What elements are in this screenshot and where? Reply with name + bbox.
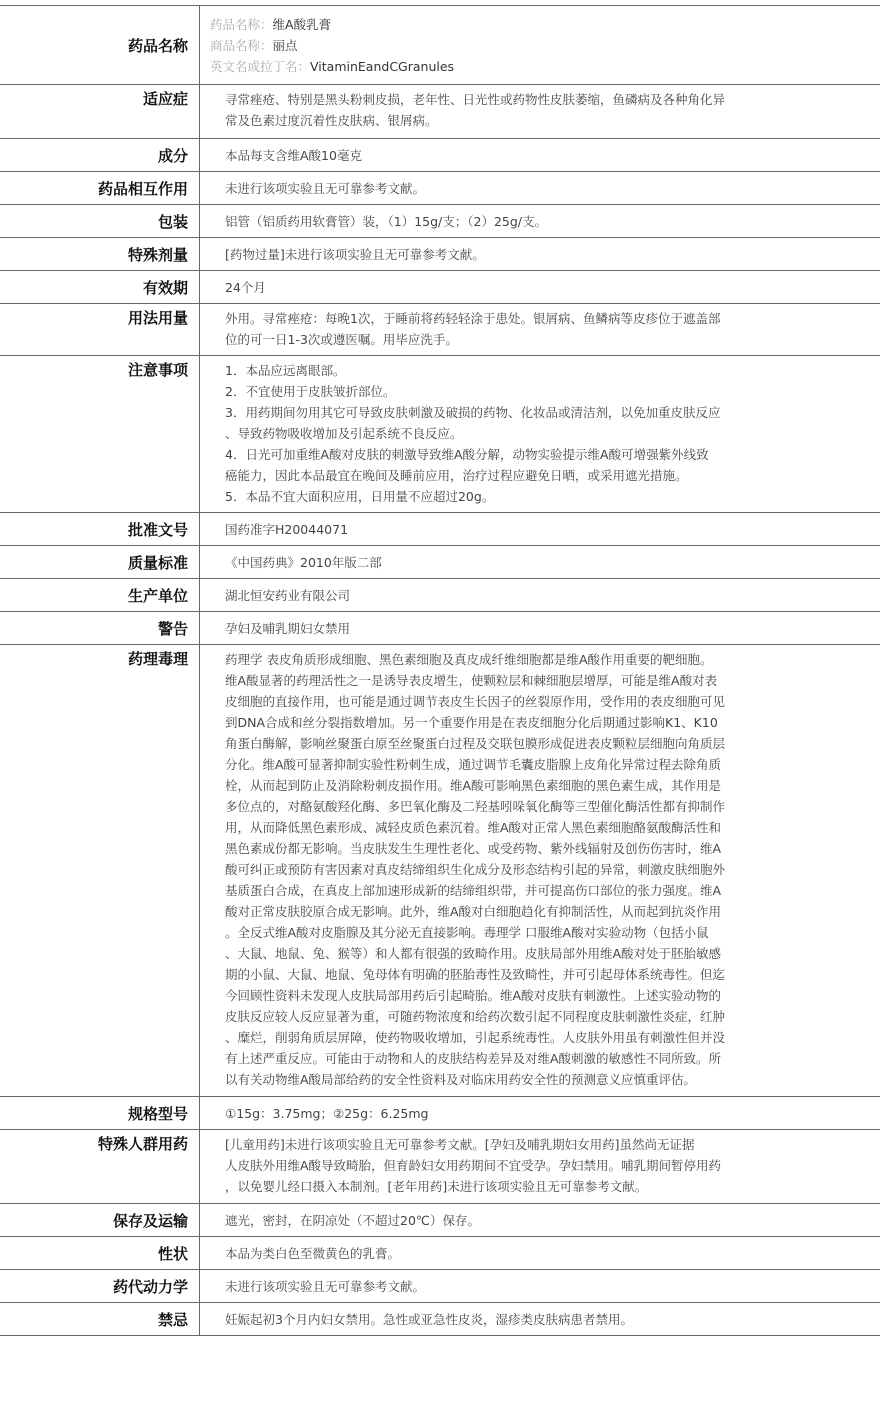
pharmacology-line: 皮细胞的直接作用，也可能是通过调节表皮生长因子的丝裂原作用，受作用的表皮细胞可见 [225, 694, 726, 709]
english-name-value: VitaminEandCGranules [310, 59, 455, 74]
ingredients-label: 成分 [0, 139, 200, 171]
row-interactions [0, 172, 880, 205]
pharmacology-line: 。全反式维A酸对皮脂腺及其分泌无直接影响。毒理学 口服维A酸对实验动物（包括小鼠 [225, 925, 709, 940]
pharmacology-line: 分化。维A酸可显著抑制实验性粉刺生成，通过调节毛囊皮脂腺上皮角化异常过程去除角质 [225, 757, 722, 772]
indications-line: 寻常痤疮、特别是黑头粉刺皮损，老年性、日光性或药物性皮肤萎缩，鱼磷病及各种角化异 [225, 92, 726, 107]
pharmacology-line: 酸可纠正或预防有害因素对真皮结缔组织生化成分及形态结构引起的异常，刺激皮肤细胞外 [225, 862, 726, 877]
interactions-label: 药品相互作用 [0, 172, 200, 204]
ingredients-value: 本品每支含维A酸10毫克 [225, 147, 362, 163]
pharmacology-line: 药理学 表皮角质形成细胞、黑色素细胞及真皮成纤维细胞都是维A酸作用重要的靶细胞。 [225, 652, 713, 667]
approval-label: 批准文号 [0, 513, 200, 545]
appearance-label: 性状 [0, 1237, 200, 1269]
row-validity [0, 271, 880, 304]
english-name-key: 英文名或拉丁名： [210, 59, 311, 74]
manufacturer-label: 生产单位 [0, 579, 200, 611]
indications-line: 常及色素过度沉着性皮肤病、银屑病。 [225, 113, 438, 128]
precautions-line: 4．日光可加重维A酸对皮肤的刺激导致维A酸分解，动物实验提示维A酸可增强紫外线致 [225, 447, 709, 462]
pharmacology-value [200, 645, 880, 1096]
brand-name-key: 商品名称： [210, 38, 273, 53]
usage-label: 用法用量 [0, 304, 200, 355]
special-dose-value: [药物过量]未进行该项实验且无可靠参考文献。 [225, 246, 485, 262]
pharmacology-line: 今回顾性资料未发现人皮肤局部用药后引起畸胎。维A酸对皮肤有刺激性。上述实验动物的 [225, 988, 722, 1003]
precautions-value [200, 356, 880, 512]
row-usage [0, 304, 880, 356]
pharmacology-line: 以有关动物维A酸局部给药的安全性资料及对临床用药安全性的预测意义应慎重评估。 [225, 1072, 697, 1087]
special-dose-label: 特殊剂量 [0, 238, 200, 270]
row-approval [0, 513, 880, 546]
approval-value: 国药准字H20044071 [225, 521, 349, 537]
pharmacology-line: 基质蛋白合成，在真皮上部加速形成新的结缔组织带，并可提高伤口部位的张力强度。维A [225, 883, 722, 898]
generic-name-value: 维A酸乳膏 [272, 17, 332, 32]
special-population-line: ，以免婴儿经口摄入本制剂。[老年用药]未进行该项实验且无可靠参考文献。 [225, 1179, 648, 1194]
pharmacology-line: 期的小鼠、大鼠、地鼠、兔母体有明确的胚胎毒性及致畸性，并可引起母体系统毒性。但迄 [225, 967, 726, 982]
special-population-value [200, 1130, 880, 1203]
row-indications [0, 85, 880, 139]
specification-label: 规格型号 [0, 1097, 200, 1129]
pharmacology-line: 角蛋白酶解，影响丝聚蛋白原至丝聚蛋白过程及交联包膜形成促进表皮颗粒层细胞向角质层 [225, 736, 726, 751]
special-population-label: 特殊人群用药 [0, 1130, 200, 1203]
pharmacology-line: 维A酸显著的药理活性之一是诱导表皮增生，使颗粒层和棘细胞层增厚，可能是维A酸对表 [225, 673, 718, 688]
row-special-population [0, 1130, 880, 1204]
storage-label: 保存及运输 [0, 1204, 200, 1236]
indications-label: 适应症 [0, 85, 200, 138]
warning-label: 警告 [0, 612, 200, 644]
pharmacology-line: 有上述严重反应。可能由于动物和人的皮肤结构差异及对维A酸刺激的敏感性不同所致。所 [225, 1051, 722, 1066]
manufacturer-value: 湖北恒安药业有限公司 [225, 587, 351, 603]
pharmacology-line: 用，从而降低黑色素形成、减轻皮质色素沉着。维A酸对正常人黑色素细胞酪氨酸酶活性和 [225, 820, 722, 835]
precautions-line: 3．用药期间勿用其它可导致皮肤刺激及破损的药物、化妆品或清洁剂，以免加重皮肤反应 [225, 405, 721, 420]
validity-value: 24个月 [225, 279, 266, 295]
precautions-line: 、导致药物吸收增加及引起系统不良反应。 [225, 426, 463, 441]
row-packaging [0, 205, 880, 238]
drug-name-label: 药品名称 [0, 6, 200, 84]
pharmacology-line: 栓，从而起到防止及消除粉刺皮损作用。维A酸可影响黑色素细胞的黑色素生成，其作用是 [225, 778, 722, 793]
interactions-value: 未进行该项实验且无可靠参考文献。 [225, 180, 426, 196]
warning-value: 孕妇及哺乳期妇女禁用 [225, 620, 351, 636]
standard-label: 质量标准 [0, 546, 200, 578]
special-population-line: 人皮肤外用维A酸导致畸胎，但育龄妇女用药期间不宜受孕。孕妇禁用。哺乳期间暂停用药 [225, 1158, 722, 1173]
pharmacokinetics-label: 药代动力学 [0, 1270, 200, 1302]
pharmacology-line: 黑色素成份都无影响。当皮肤发生生理性老化、或受药物、紫外线辐射及创伤伤害时，维A [225, 841, 722, 856]
packaging-value: 铝管（铝质药用软膏管）装，（1）15g/支；（2）25g/支。 [225, 213, 548, 229]
row-pharmacokinetics [0, 1270, 880, 1303]
row-storage [0, 1204, 880, 1237]
precautions-line: 2．不宜使用于皮肤皱折部位。 [225, 384, 396, 399]
pharmacology-line: 多位点的，对酪氨酸羟化酶、多巴氧化酶及二羟基吲哚氧化酶等三型催化酶活性都有抑制作 [225, 799, 726, 814]
usage-line: 外用。寻常痤疮：每晚1次，于睡前将药轻轻涂于患处。银屑病、鱼鳞病等皮疹位于遮盖部 [225, 311, 721, 326]
contraindications-label: 禁忌 [0, 1303, 200, 1335]
specification-value: ①15g：3.75mg；②25g：6.25mg [225, 1105, 429, 1121]
row-contraindications [0, 1303, 880, 1336]
precautions-line: 5．本品不宜大面积应用，日用量不应超过20g。 [225, 489, 495, 504]
row-warning [0, 612, 880, 645]
pharmacology-line: 、大鼠、地鼠、兔、猴等）和人都有很强的致畸作用。皮肤局部外用维A酸对处于胚胎敏感 [225, 946, 722, 961]
pharmacology-line: 酸对正常皮肤胶原合成无影响。此外，维A酸对白细胞趋化有抑制活性，从而起到抗炎作用 [225, 904, 722, 919]
row-special-dose [0, 238, 880, 271]
pharmacology-line: 皮肤反应较人反应显著为重，可随药物浓度和给药次数引起不同程度皮肤刺激性炎症，红肿 [225, 1009, 726, 1024]
pharmacology-line: 到DNA合成和丝分裂指数增加。另一个重要作用是在表皮细胞分化后期通过影响K1、K10 [225, 715, 718, 730]
storage-value: 遮光，密封，在阴凉处（不超过20℃）保存。 [225, 1212, 480, 1228]
standard-value: 《中国药典》2010年版二部 [225, 554, 382, 570]
usage-value [200, 304, 880, 355]
generic-name-key: 药品名称： [210, 17, 273, 32]
row-manufacturer [0, 579, 880, 612]
usage-line: 位的可一日1-3次或遵医嘱。用毕应洗手。 [225, 332, 458, 347]
packaging-label: 包装 [0, 205, 200, 237]
special-population-line: [儿童用药]未进行该项实验且无可靠参考文献。[孕妇及哺乳期妇女用药]虽然尚无证据 [225, 1137, 695, 1152]
drug-info-table [0, 5, 880, 1336]
precautions-label: 注意事项 [0, 356, 200, 512]
appearance-value: 本品为类白色至微黄色的乳膏。 [225, 1245, 401, 1261]
drug-name-values [200, 6, 454, 84]
contraindications-value: 妊娠起初3个月内妇女禁用。急性或亚急性皮炎，湿疹类皮肤病患者禁用。 [225, 1311, 633, 1327]
precautions-line: 癌能力，因此本品最宜在晚间及睡前应用，治疗过程应避免日晒，或采用遮光措施。 [225, 468, 688, 483]
row-drug-name [0, 6, 880, 85]
precautions-line: 1．本品应远离眼部。 [225, 363, 346, 378]
row-standard [0, 546, 880, 579]
row-specification [0, 1097, 880, 1130]
row-precautions [0, 356, 880, 513]
row-appearance [0, 1237, 880, 1270]
validity-label: 有效期 [0, 271, 200, 303]
pharmacology-label: 药理毒理 [0, 645, 200, 1096]
row-pharmacology [0, 645, 880, 1097]
brand-name-value: 丽点 [272, 38, 298, 53]
indications-value [200, 85, 880, 138]
pharmacokinetics-value: 未进行该项实验且无可靠参考文献。 [225, 1278, 426, 1294]
row-ingredients [0, 139, 880, 172]
pharmacology-line: 、糜烂，削弱角质层屏障，使药物吸收增加，引起系统毒性。人皮肤外用虽有刺激性但并没 [225, 1030, 726, 1045]
